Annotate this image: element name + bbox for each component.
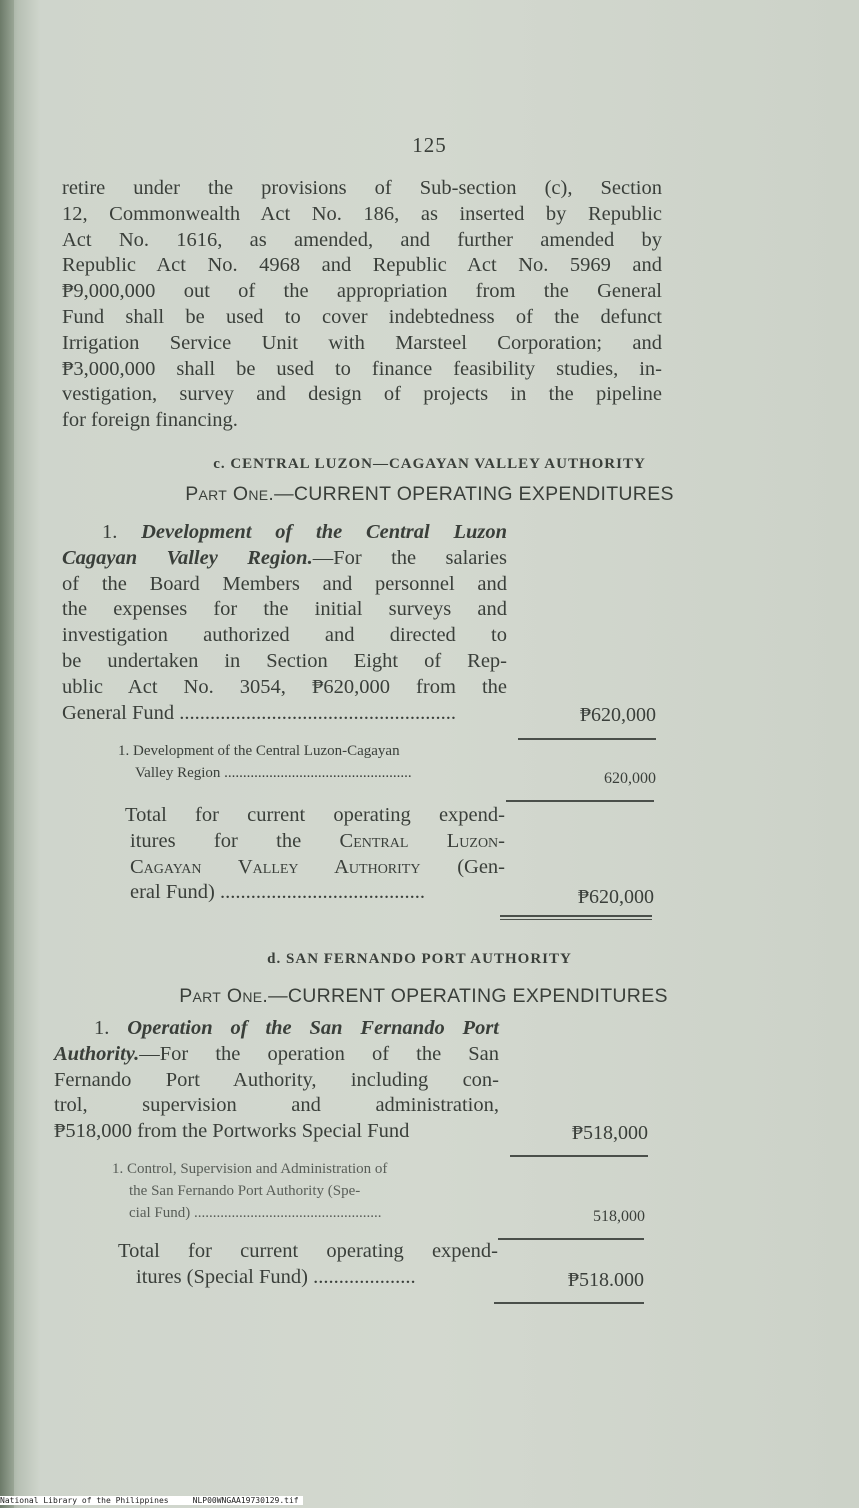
section-d-part-heading [0, 985, 853, 1008]
item-title-line [62, 520, 507, 546]
item-line: ₱518,000 from the Portworks Special Fund [54, 1120, 410, 1143]
rule [494, 1302, 644, 1304]
section-c-subitem-amount: 620,000 [604, 770, 656, 787]
intro-line: Act No. 1616, as amended, and further amended by [62, 228, 662, 251]
section-d-item [54, 1016, 499, 1145]
intro-line: ₱9,000,000 out of the appropriation from the General [62, 280, 662, 303]
scan-footer-label: National Library of the Philippines NLP00WNGAA19730129.tif [0, 1496, 303, 1505]
subitem-line: 1. Development of the Central Luzon-Cagayan [118, 743, 400, 759]
book-spine-shadow [0, 0, 14, 1508]
total-line: Total for current operating expend- [118, 1240, 498, 1262]
item-line: the expenses for the initial surveys and [62, 598, 507, 621]
section-c-heading: c. CENTRAL LUZON—CAGAYAN VALLEY AUTHORITY [213, 456, 646, 472]
item-title: Development of the Central Luzon [141, 521, 507, 543]
item-line: General Fund ...................................................... [62, 701, 457, 724]
part-prefix: Part One. [179, 985, 269, 1007]
section-d-item-amount: ₱518,000 [571, 1122, 648, 1144]
intro-line: Fund shall be used to cover indebtedness of the defunct [62, 305, 662, 328]
item-line: trol, supervision and administration, [54, 1094, 499, 1117]
intro-line: retire under the provisions of Sub-section (c), Section [62, 177, 662, 199]
intro-paragraph [62, 176, 662, 434]
total-line: itures for the Central Luzon- [130, 829, 505, 852]
rule [518, 738, 656, 740]
item-line: investigation authorized and directed to [62, 624, 507, 647]
intro-line: Republic Act No. 4968 and Republic Act No. 5969 and [62, 254, 662, 277]
section-d-subitem-amount: 518,000 [593, 1208, 645, 1225]
item-line [62, 546, 507, 572]
total-line: itures (Special Fund) .................... [136, 1265, 416, 1288]
intro-line: vestigation, survey and design of projects in the pipeline [62, 383, 662, 406]
item-number: 1. [102, 521, 118, 543]
page-number: 125 [412, 133, 447, 157]
section-c-subitem [118, 740, 518, 784]
item-title-line [54, 1016, 499, 1042]
part-prefix: Part One. [185, 483, 275, 505]
item-line [54, 1042, 499, 1068]
total-line: eral Fund) ........................................ [130, 881, 425, 904]
item-line: be undertaken in Section Eight of Rep- [62, 649, 507, 672]
section-c-total-amount: ₱620,000 [577, 886, 654, 908]
part-title: —CURRENT OPERATING EXPENDITURES [274, 483, 674, 505]
item-title: Authority. [54, 1042, 140, 1065]
total-line: Total for current operating expend- [125, 804, 505, 826]
subitem-line: 1. Control, Supervision and Administration of [112, 1161, 388, 1177]
item-line: Fernando Port Authority, including con- [54, 1068, 499, 1091]
section-d-heading: d. SAN FERNANDO PORT AUTHORITY [267, 951, 572, 967]
intro-line: for foreign financing. [62, 409, 238, 432]
section-d-total-amount: ₱518.000 [567, 1269, 644, 1291]
rule [510, 1155, 648, 1157]
item-title: Operation of the San Fernando Port [127, 1017, 500, 1039]
total-line: Cagayan Valley Authority (Gen- [130, 855, 505, 878]
section-c-part-heading [0, 483, 859, 506]
item-line: of the Board Members and personnel and [62, 572, 507, 595]
section-c-item [62, 520, 507, 726]
item-line: ublic Act No. 3054, ₱620,000 from the [62, 675, 507, 698]
item-title: Cagayan Valley Region. [62, 546, 313, 569]
subitem-line: the San Fernando Port Authority (Spe- [129, 1183, 361, 1199]
double-rule [500, 915, 652, 917]
part-title: —CURRENT OPERATING EXPENDITURES [268, 985, 668, 1007]
item-number: 1. [94, 1017, 110, 1039]
item-text: —For the operation of the San [139, 1042, 499, 1065]
rule [498, 1238, 644, 1240]
intro-line: ₱3,000,000 shall be used to finance feasibility studies, in- [62, 357, 662, 380]
section-c-total [125, 803, 505, 906]
intro-line: 12, Commonwealth Act No. 186, as inserted by Republic [62, 202, 662, 225]
subitem-line: Valley Region .................................................. [135, 765, 412, 781]
rule [506, 800, 654, 802]
subitem-line: cial Fund) .................................................. [129, 1205, 382, 1221]
section-d-subitem [112, 1158, 512, 1224]
item-text: —For the salaries [312, 546, 507, 569]
section-d-total [118, 1239, 498, 1291]
section-c-item-amount: ₱620,000 [579, 704, 656, 726]
intro-line: Irrigation Service Unit with Marsteel Corporation; and [62, 331, 662, 354]
